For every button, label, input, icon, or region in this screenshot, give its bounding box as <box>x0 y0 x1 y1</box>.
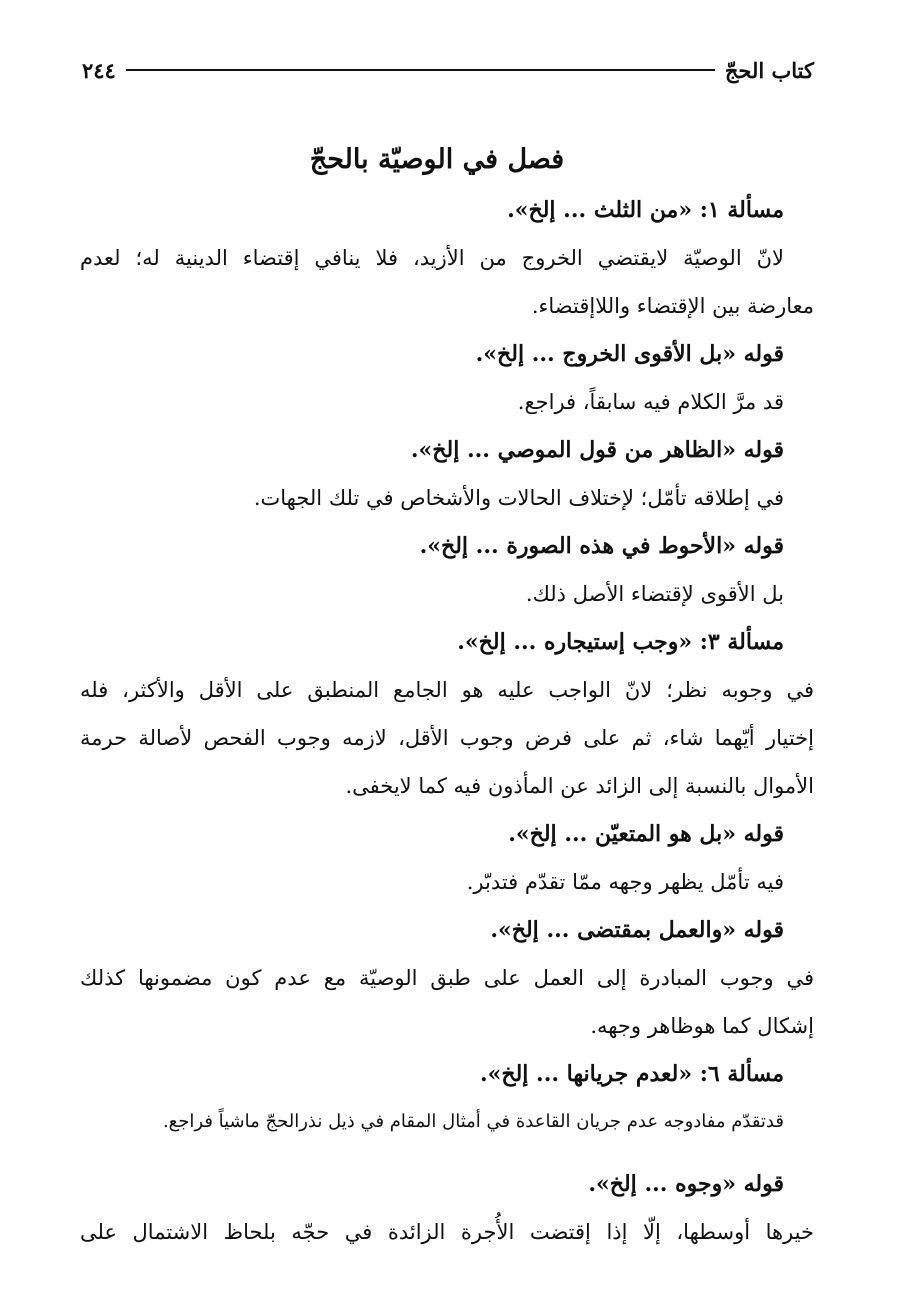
quote-heading: قوله «بل هو المتعيّن ... إلخ». <box>508 821 784 847</box>
paragraph-line: معارضة بين الإقتضاء واللاإقتضاء. <box>531 294 814 318</box>
paragraph-line: بل الأقوى لإقتضاء الأصل ذلك. <box>525 582 784 606</box>
paragraph-line: الأموال بالنسبة إلى الزائد عن المأذون فيه كما لايخفى. <box>345 774 814 798</box>
paragraph-line: قد مرَّ الكلام فيه سابقاً، فراجع. <box>517 390 784 414</box>
quote-heading: قوله «بل الأقوى الخروج ... إلخ». <box>475 341 784 367</box>
issue-heading: مسألة ٦: «لعدم جريانها ... إلخ». <box>479 1061 784 1087</box>
paragraph-line: خيرها أوسطها، إلّا إذا إقتضت الأُجرة الزائدة في حجّه بلحاظ الاشتمال على <box>80 1220 814 1244</box>
paragraph-line: في وجوبه نظر؛ لانّ الواجب عليه هو الجامع المنطبق على الأقل والأكثر، فله <box>80 678 814 702</box>
running-title: كتاب الحجّ <box>724 57 814 83</box>
paragraph-line: في إطلاقه تأمّل؛ لإختلاف الحالات والأشخاص في تلك الجهات. <box>253 486 784 510</box>
paragraph-line: فيه تأمّل يظهر وجهه ممّا تقدّم فتدبّر. <box>466 870 784 894</box>
paragraph-line: لانّ الوصيّة لايقتضي الخروج من الأزيد، فلا ينافي إقتضاء الدينية له؛ لعدم <box>80 246 784 270</box>
page-number: ٢٤٤ <box>82 57 116 83</box>
spacer <box>80 1146 814 1160</box>
section-heading: فصل في الوصيّة بالحجّ <box>309 144 565 175</box>
quote-heading: قوله «وجوه ... إلخ». <box>588 1171 784 1197</box>
issue-heading: مسألة ١: «من الثلث ... إلخ». <box>507 197 784 223</box>
paragraph-line: إشكال كما هوظاهر وجهه. <box>590 1014 814 1038</box>
quote-heading: قوله «والعمل بمقتضى ... إلخ». <box>490 917 784 943</box>
quote-heading: قوله «الظاهر من قول الموصي ... إلخ». <box>410 437 784 463</box>
paragraph-line: قدتقدّم مفادوجه عدم جريان القاعدة في أمثال المقام في ذيل نذرالحجّ ماشياً فراجع. <box>162 1111 784 1132</box>
page-header <box>82 48 814 92</box>
quote-heading: قوله «الأحوط في هذه الصورة ... إلخ». <box>419 533 784 559</box>
header-rule <box>126 69 715 71</box>
paragraph-line: في وجوب المبادرة إلى العمل على طبق الوصيّة مع عدم كون مضمونها كذلك <box>80 966 814 990</box>
page-body <box>80 134 814 1256</box>
paragraph-line: إختيار أيّهما شاء، ثم على فرض وجوب الأقل، لازمه وجوب الفحص لأصالة حرمة <box>80 726 814 750</box>
issue-heading: مسألة ٣: «وجب إستيجاره ... إلخ». <box>457 629 784 655</box>
